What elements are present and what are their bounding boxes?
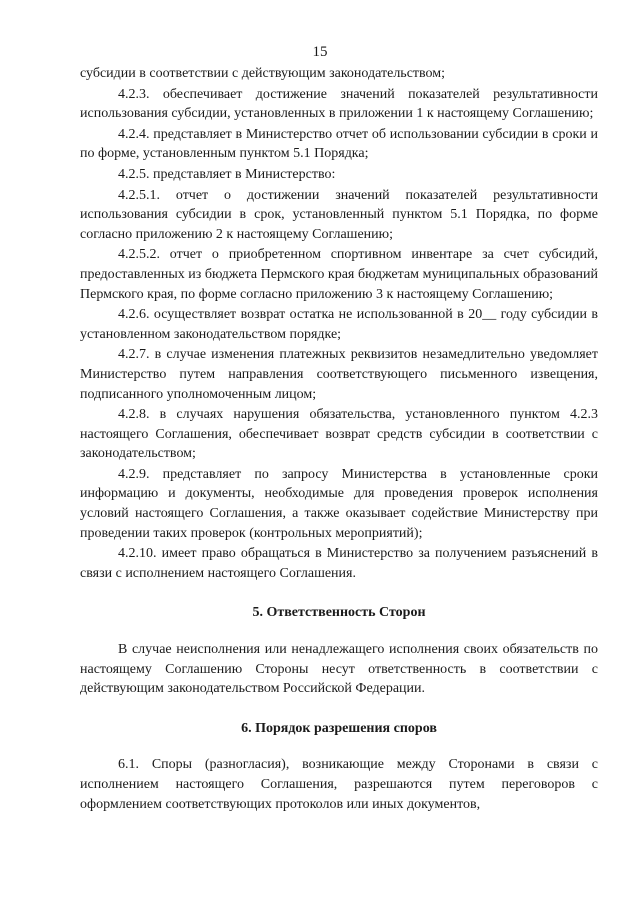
paragraph-continuation: субсидии в соответствии с действующим законодательством; (80, 66, 446, 81)
section-6-text: 6.1. Споры (разногласия), возникающие между Сторонами в связи с исполнением настоящего Соглашения, разрешаются путем переговоров с оформлением соответствующих протоколов или иных документов, (80, 757, 598, 812)
paragraph-4-2-5-2: 4.2.5.2. отчет о приобретенном спортивном инвентаре за счет субсидий, предоставленных из бюджета Пермского края бюджетам муниципальных образований Пермского края, по форме согласно приложению 3 к настоящему Соглашению; (80, 247, 598, 302)
page-number: 15 (312, 44, 328, 60)
paragraph-4-2-8: 4.2.8. в случаях нарушения обязательства, установленного пунктом 4.2.3 настоящего Соглашения, обеспечивает возврат средств субсидии в соответствии с законодательством; (80, 407, 598, 462)
section-6-heading: 6. Порядок разрешения споров (241, 720, 437, 736)
paragraph-4-2-9: 4.2.9. представляет по запросу Министерства в установленные сроки информацию и документы, необходимые для проведения проверок исполнения условий настоящего Соглашения, а также оказывает содействие Министерству при проведении таких проверок (контрольных мероприятий); (80, 466, 598, 541)
paragraph-4-2-7: 4.2.7. в случае изменения платежных реквизитов незамедлительно уведомляет Министерство путем направления соответствующего письменного извещения, подписанного уполномоченным лицом; (80, 347, 598, 402)
paragraph-4-2-3: 4.2.3. обеспечивает достижение значений показателей результативности использования субсидии, установленных в приложении 1 к настоящему Соглашению; (80, 86, 598, 122)
section-5-text: В случае неисполнения или ненадлежащего исполнения своих обязательств по настоящему Соглашению Стороны несут ответственность в соответствии с действующим законодательством Российской Федерации. (80, 642, 598, 697)
section-5-heading: 5. Ответственность Сторон (252, 605, 426, 621)
document-body (80, 64, 598, 814)
paragraph-4-2-6: 4.2.6. осуществляет возврат остатка не использованной в 20__ году субсидии в установленном законодательством порядке; (80, 307, 598, 342)
paragraph-4-2-5: 4.2.5. представляет в Министерство: (118, 166, 336, 182)
paragraph-4-2-5-1: 4.2.5.1. отчет о достижении значений показателей результативности использования субсидии в срок, установленный пунктом 5.1 Порядка, по форме согласно приложению 2 к настоящему Соглашению; (80, 187, 598, 242)
paragraph-4-2-4: 4.2.4. представляет в Министерство отчет об использовании субсидии в сроки и по форме, установленным пунктом 5.1 Порядка; (80, 126, 598, 162)
paragraph-4-2-10: 4.2.10. имеет право обращаться в Министерство за получением разъяснений в связи с исполнением настоящего Соглашения. (80, 546, 598, 581)
